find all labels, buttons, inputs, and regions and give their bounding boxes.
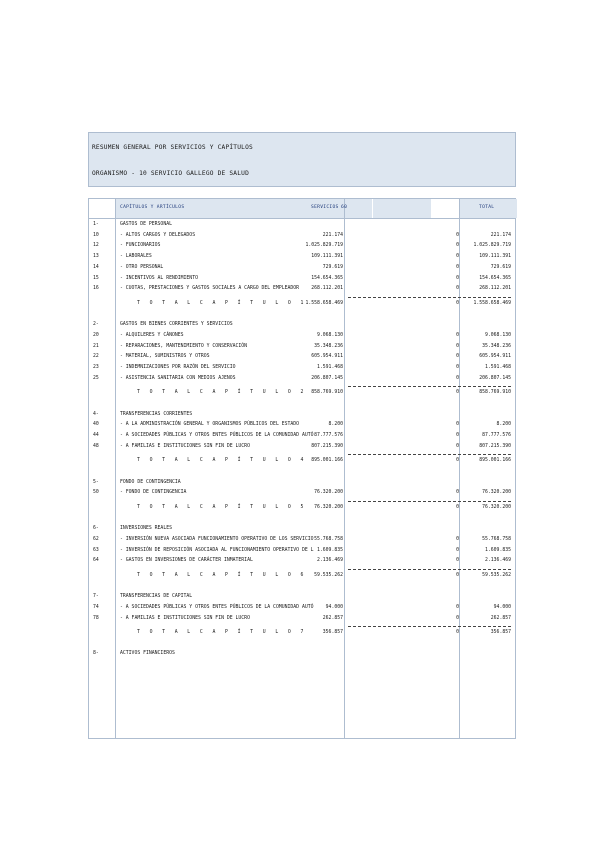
cell-desc: T O T A L C A P Í T U L O 2	[137, 390, 307, 396]
table-row	[89, 443, 517, 453]
cell-desc: TRANSFERENCIAS CORRIENTES	[120, 411, 193, 417]
cell-v2: 0	[456, 490, 459, 496]
report-title: RESUMEN GENERAL POR SERVICIOS Y CAPÍTULOS	[92, 144, 253, 151]
cell-v3: 262.857	[490, 615, 511, 621]
cell-v3: 605.954.911	[479, 354, 511, 360]
cell-v1: 76.320.200	[314, 490, 343, 496]
total-separator	[348, 386, 511, 387]
cell-desc: - CUOTAS, PRESTACIONES Y GASTOS SOCIALES A CARGO DEL EMPLEADOR	[120, 286, 300, 292]
header-divider	[89, 218, 515, 219]
table-row	[89, 536, 517, 546]
cell-code: 14	[93, 264, 99, 270]
table-row	[89, 479, 517, 489]
table-row	[89, 321, 517, 331]
cell-v2: 0	[456, 390, 459, 396]
total-separator	[348, 297, 511, 298]
cell-v3: 221.174	[490, 232, 511, 238]
cell-desc: GASTOS DE PERSONAL	[120, 222, 172, 227]
cell-code: 8-	[93, 651, 99, 657]
table-row	[89, 547, 517, 557]
cell-v1: 268.112.201	[311, 286, 343, 292]
table-row	[89, 332, 517, 342]
cell-v3: 356.857	[490, 630, 511, 636]
cell-desc: - ALTOS CARGOS Y DELEGADOS	[120, 232, 196, 238]
column-header-chapters: CAPÍTULOS Y ARTÍCULOS	[120, 205, 185, 210]
cell-code: 1-	[93, 222, 99, 227]
cell-v3: 9.068.130	[485, 332, 511, 338]
cell-v1: 807.215.390	[311, 443, 343, 449]
cell-v1: 895.001.166	[311, 458, 343, 464]
table-row	[89, 275, 517, 285]
table-row	[89, 432, 517, 442]
cell-v2: 0	[456, 558, 459, 564]
cell-code: 7-	[93, 594, 99, 600]
total-row	[89, 572, 517, 582]
cell-code: 20	[93, 332, 99, 338]
cell-desc: T O T A L C A P Í T U L O 5	[137, 504, 307, 510]
cell-v2: 0	[456, 354, 459, 360]
cell-v2: 0	[456, 375, 459, 381]
table-row	[89, 242, 517, 252]
cell-v3: 76.320.200	[482, 490, 511, 496]
cell-v1: 87.777.576	[314, 432, 343, 438]
cell-v2: 0	[456, 443, 459, 449]
table-row	[89, 604, 517, 614]
cell-desc: T O T A L C A P Í T U L O 4	[137, 458, 307, 464]
column-header-code: 60	[341, 205, 348, 210]
cell-v1: 858.769.910	[311, 390, 343, 396]
cell-desc: - LABORALES	[120, 254, 152, 260]
cell-v3: 35.348.236	[482, 343, 511, 349]
table-row	[89, 525, 517, 535]
cell-v1: 356.857	[322, 630, 343, 636]
total-row	[89, 300, 517, 310]
cell-v3: 109.111.391	[479, 254, 511, 260]
cell-code: 4-	[93, 411, 99, 417]
table-row	[89, 593, 517, 603]
cell-code: 13	[93, 254, 99, 260]
table-row	[89, 615, 517, 625]
cell-code: 25	[93, 375, 99, 381]
cell-code: 63	[93, 547, 99, 553]
table-row	[89, 221, 517, 231]
cell-desc: TRANSFERENCIAS DE CAPITAL	[120, 594, 193, 600]
cell-v3: 87.777.576	[482, 432, 511, 438]
table-row	[89, 353, 517, 363]
organism-label: ORGANISMO - 10 SERVICIO GALLEGO DE SALUD	[92, 170, 250, 177]
cell-desc: INVERSIONES REALES	[120, 526, 172, 532]
total-row	[89, 457, 517, 467]
cell-v3: 1.025.829.719	[473, 243, 511, 249]
cell-v3: 1.609.835	[485, 547, 511, 553]
cell-desc: - FONDO DE CONTINGENCIA	[120, 490, 187, 496]
cell-v1: 154.654.365	[311, 275, 343, 281]
cell-v1: 2.136.469	[317, 558, 343, 564]
cell-v1: 262.857	[322, 615, 343, 621]
column-header-total: TOTAL	[479, 205, 495, 210]
cell-desc: - OTRO PERSONAL	[120, 264, 164, 270]
cell-code: 12	[93, 243, 99, 249]
cell-code: 78	[93, 615, 99, 621]
cell-desc: - A FAMILIAS E INSTITUCIONES SIN FIN DE LUCRO	[120, 615, 250, 621]
cell-code: 64	[93, 558, 99, 564]
cell-desc: - ALQUILERES Y CÁNONES	[120, 332, 184, 338]
cell-v1: 729.619	[322, 264, 343, 270]
cell-code: 74	[93, 604, 99, 610]
cell-v2: 0	[456, 286, 459, 292]
cell-v2: 0	[456, 630, 459, 636]
cell-v3: 807.215.390	[479, 443, 511, 449]
table-row	[89, 411, 517, 421]
cell-v2: 0	[456, 364, 459, 370]
cell-v2: 0	[456, 422, 459, 428]
cell-desc: - A FAMILIAS E INSTITUCIONES SIN FIN DE LUCRO	[120, 443, 250, 449]
total-separator	[348, 569, 511, 570]
table-row	[89, 253, 517, 263]
cell-desc: - A LA ADMINISTRACIÓN GENERAL Y ORGANISMOS PÚBLICOS DEL ESTADO	[120, 422, 300, 428]
cell-desc: - INCENTIVOS AL RENDIMIENTO	[120, 275, 198, 281]
cell-desc: FONDO DE CONTINGENCIA	[120, 479, 181, 485]
cell-code: 10	[93, 232, 99, 238]
header-cell-code	[373, 199, 431, 218]
cell-desc: T O T A L C A P Í T U L O 7	[137, 630, 307, 636]
cell-v3: 895.001.166	[479, 458, 511, 464]
cell-desc: ACTIVOS FINANCIEROS	[120, 651, 175, 657]
table-row	[89, 421, 517, 431]
table-row	[89, 489, 517, 499]
total-row	[89, 504, 517, 514]
table-row	[89, 650, 517, 660]
cell-v3: 1.558.658.469	[473, 300, 511, 306]
table-row	[89, 557, 517, 567]
cell-v3: 94.000	[493, 604, 511, 610]
cell-v3: 76.320.200	[482, 504, 511, 510]
cell-code: 22	[93, 354, 99, 360]
cell-v2: 0	[456, 243, 459, 249]
cell-code: 16	[93, 286, 99, 292]
column-header-services: SERVICIOS	[311, 205, 339, 210]
cell-desc: GASTOS EN BIENES CORRIENTES Y SERVICIOS	[120, 322, 233, 328]
cell-v1: 1.609.835	[317, 547, 343, 553]
table-row	[89, 375, 517, 385]
cell-v3: 729.619	[490, 264, 511, 270]
cell-v3: 206.807.145	[479, 375, 511, 381]
cell-v2: 0	[456, 572, 459, 578]
cell-code: 40	[93, 422, 99, 428]
cell-v1: 94.000	[325, 604, 343, 610]
cell-v1: 59.535.262	[314, 572, 343, 578]
total-row	[89, 389, 517, 399]
total-separator	[348, 501, 511, 502]
cell-code: 5-	[93, 479, 99, 485]
cell-v3: 858.769.910	[479, 390, 511, 396]
cell-desc: - INDEMNIZACIONES POR RAZÓN DEL SERVICIO	[120, 364, 236, 370]
cell-v1: 55.768.758	[314, 536, 343, 542]
cell-v1: 109.111.391	[311, 254, 343, 260]
cell-v1: 76.320.200	[314, 504, 343, 510]
summary-table	[88, 198, 516, 739]
cell-desc: T O T A L C A P Í T U L O 6	[137, 572, 307, 578]
cell-desc: - A SOCIEDADES PÚBLICAS Y OTROS ENTES PÚBLICOS DE LA COMUNIDAD AUTÓ	[120, 604, 314, 610]
cell-v2: 0	[456, 458, 459, 464]
cell-v2: 0	[456, 254, 459, 260]
cell-v3: 154.654.365	[479, 275, 511, 281]
cell-desc: - INVERSIÓN NUEVA ASOCIADA FUNCIONAMIENTO OPERATIVO DE LOS SERVICIO	[120, 536, 314, 542]
cell-v3: 2.136.469	[485, 558, 511, 564]
cell-v3: 8.200	[496, 422, 511, 428]
table-row	[89, 364, 517, 374]
cell-desc: - GASTOS EN INVERSIONES DE CARÁCTER INMATERIAL	[120, 558, 253, 564]
cell-v2: 0	[456, 615, 459, 621]
total-separator	[348, 626, 511, 627]
cell-v1: 1.558.658.469	[305, 300, 343, 306]
cell-v1: 221.174	[322, 232, 343, 238]
cell-desc: - FUNCIONARIOS	[120, 243, 161, 249]
cell-v1: 8.200	[328, 422, 343, 428]
cell-code: 15	[93, 275, 99, 281]
cell-v1: 9.068.130	[317, 332, 343, 338]
cell-v2: 0	[456, 332, 459, 338]
cell-desc: - ASISTENCIA SANITARIA CON MEDIOS AJENOS	[120, 375, 236, 381]
table-row	[89, 285, 517, 295]
cell-v1: 1.025.829.719	[305, 243, 343, 249]
cell-v2: 0	[456, 232, 459, 238]
cell-code: 23	[93, 364, 99, 370]
cell-code: 50	[93, 490, 99, 496]
cell-v2: 0	[456, 300, 459, 306]
cell-v2: 0	[456, 275, 459, 281]
cell-code: 21	[93, 343, 99, 349]
cell-code: 2-	[93, 322, 99, 328]
cell-code: 62	[93, 536, 99, 542]
cell-v1: 206.807.145	[311, 375, 343, 381]
cell-code: 6-	[93, 526, 99, 532]
cell-code: 48	[93, 443, 99, 449]
cell-desc: - A SOCIEDADES PÚBLICAS Y OTROS ENTES PÚBLICOS DE LA COMUNIDAD AUTÓ	[120, 432, 314, 438]
cell-v2: 0	[456, 504, 459, 510]
cell-v3: 59.535.262	[482, 572, 511, 578]
cell-v3: 55.768.758	[482, 536, 511, 542]
cell-v2: 0	[456, 536, 459, 542]
cell-v1: 605.954.911	[311, 354, 343, 360]
report-header	[88, 132, 516, 187]
cell-desc: T O T A L C A P Í T U L O 1	[137, 300, 307, 306]
table-row	[89, 343, 517, 353]
cell-code: 44	[93, 432, 99, 438]
cell-v1: 1.591.468	[317, 364, 343, 370]
cell-v1: 35.348.236	[314, 343, 343, 349]
cell-v3: 1.591.468	[485, 364, 511, 370]
cell-v2: 0	[456, 604, 459, 610]
cell-v2: 0	[456, 343, 459, 349]
cell-v2: 0	[456, 547, 459, 553]
table-row	[89, 232, 517, 242]
total-separator	[348, 454, 511, 455]
cell-v2: 0	[456, 264, 459, 270]
cell-desc: - MATERIAL, SUMINISTROS Y OTROS	[120, 354, 210, 360]
table-row	[89, 264, 517, 274]
cell-desc: - REPARACIONES, MANTENIMIENTO Y CONSERVACIÓN	[120, 343, 248, 349]
cell-desc: - INVERSIÓN DE REPOSICIÓN ASOCIADA AL FUNCIONAMIENTO OPERATIVO DE L	[120, 547, 314, 553]
cell-v2: 0	[456, 432, 459, 438]
cell-v3: 268.112.201	[479, 286, 511, 292]
total-row	[89, 629, 517, 639]
